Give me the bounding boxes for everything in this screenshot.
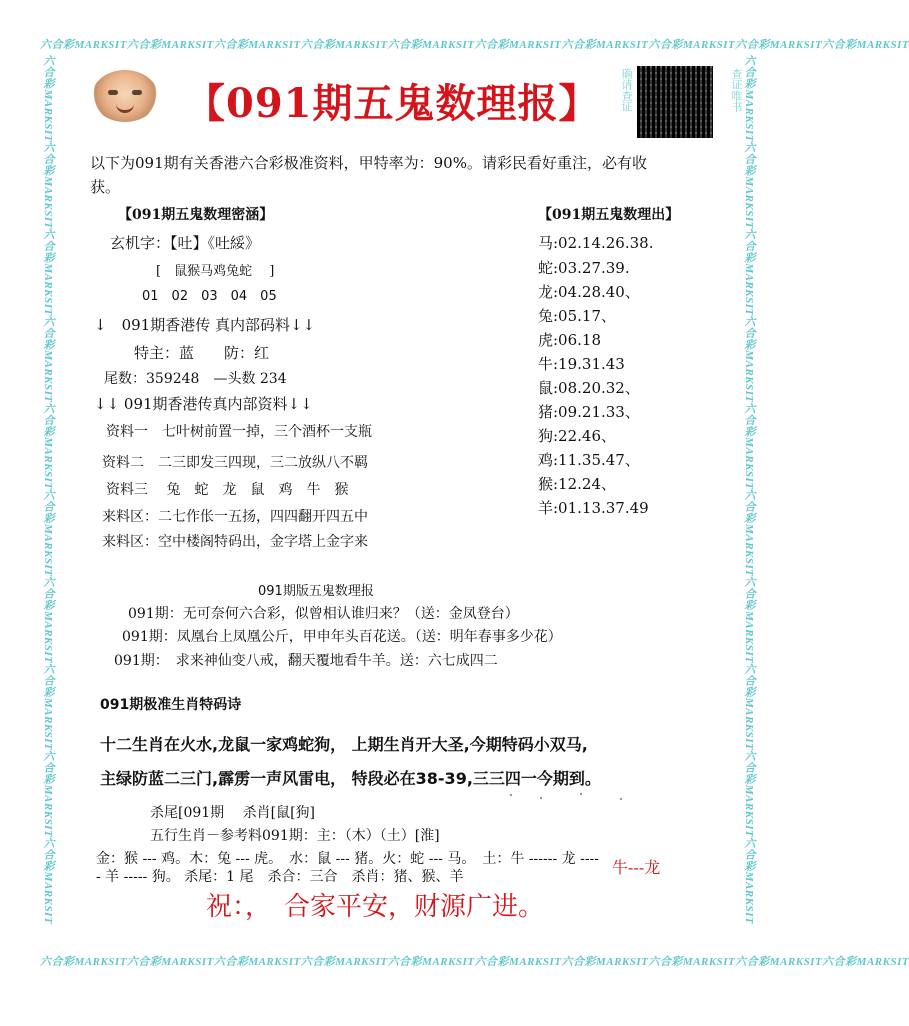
blessing: 祝：， 合家平安，财源广进。 [206, 892, 545, 922]
qr-caption-right: 查证唯书 [730, 68, 743, 112]
secret-zodiac: [ 鼠猴马鸡兔蛇 ] [156, 264, 275, 279]
watermark-bottom: 六合彩MARKSIT六合彩MARKSIT六合彩MARKSIT六合彩MARKSIT六合彩MARKSIT六合彩MARKSIT六合彩MARKSIT六合彩MARKSIT六合彩MARKSIT六合彩MARKSIT [40, 956, 909, 968]
avatar-portrait [92, 70, 158, 122]
watermark-left: 六合彩MARKSIT六合彩MARKSIT六合彩MARKSIT六合彩MARKSIT六合彩MARKSIT六合彩MARKSIT六合彩MARKSIT六合彩MARKSIT六合彩MARKSIT六合彩MARKSIT [42, 55, 54, 925]
secret-heading: 【091期五鬼数理密涵】 [118, 207, 274, 223]
numbers-row: 猪:09.21.33、 [538, 403, 640, 421]
red-stamp-mark: 牛---龙 [612, 858, 661, 877]
hk-heading-2: ↓↓ 091期香港传真内部资料↓↓ [94, 395, 313, 413]
smile [116, 103, 134, 113]
kill-line-3: 金：猴 --- 鸡。木：兔 --- 虎。 水：鼠 --- 猪。火：蛇 --- 马。 土：牛 ------ 龙 ---- [96, 851, 600, 867]
qr-caption-left: 确请查证 [620, 68, 633, 112]
intro-line-2: 获。 [90, 178, 121, 196]
intro-line-1: 以下为091期有关香港六合彩极准资料，甲特率为：90%。请彩民看好重注，必有收 [90, 154, 647, 172]
special-poem-line-1: 十二生肖在火水,龙鼠一家鸡蛇狗， 上期生肖开大圣,今期特码小双马, [100, 735, 588, 754]
data-1: 资料一 七叶树前置一掉，三个酒杯一支瓶 [106, 424, 372, 440]
numbers-row: 马:02.14.26.38. [538, 234, 654, 252]
numbers-row: 龙:04.28.40、 [538, 283, 640, 301]
data-3: 资料三 兔 蛇 龙 鼠 鸡 牛 猴 [106, 482, 349, 498]
scan-specks [500, 788, 650, 808]
special-poem-line-2: 主绿防蓝二三门,霹雳一声风雷电， 特段必在38-39,三三四一今期到。 [100, 769, 601, 788]
numbers-row: 羊:01.13.37.49 [538, 499, 649, 517]
kill-line-4: - 羊 ----- 狗。 杀尾：1 尾 杀合：三合 杀肖：猪、猴、羊 [96, 869, 464, 885]
watermark-top: 六合彩MARKSIT六合彩MARKSIT六合彩MARKSIT六合彩MARKSIT六合彩MARKSIT六合彩MARKSIT六合彩MARKSIT六合彩MARKSIT六合彩MARKSIT六合彩MARKSIT [40, 39, 909, 51]
source-1: 来料区：二七作伥一五扬，四四翻开四五中 [102, 509, 368, 525]
qr-code [637, 66, 713, 138]
secret-numbers: 01 02 03 04 05 [142, 289, 277, 304]
numbers-row: 牛:19.31.43 [538, 355, 625, 373]
page-title: 【091期五鬼数理报】 [185, 80, 600, 127]
kill-line-2: 五行生肖－参考料091期：主：（木）（土）[淮] [150, 828, 440, 844]
poem-line-3: 091期： 求来神仙变八戒，翻天覆地看牛羊。送：六七成四二 [114, 653, 498, 669]
numbers-row: 蛇:03.27.39. [538, 259, 630, 277]
eye-right [132, 90, 142, 95]
numbers-out-heading: 【091期五鬼数理出】 [538, 207, 680, 223]
special-main: 特主：蓝 防：红 [134, 344, 270, 362]
numbers-row: 鼠:08.20.32、 [538, 379, 640, 397]
eye-left [108, 90, 118, 95]
qr-block [607, 66, 743, 140]
source-2: 来料区：空中楼阁特码出，金字塔上金字来 [102, 534, 368, 550]
kill-line-1: 杀尾[091期 杀肖[鼠[狗] [150, 805, 316, 821]
data-2: 资料二 二三即发三四现，三二放纵八不羁 [102, 455, 368, 471]
numbers-row: 猴:12.24、 [538, 475, 616, 493]
tail-numbers: 尾数：359248 —头数 234 [104, 371, 287, 387]
poem-line-1: 091期：无可奈何六合彩，似曾相认谁归来？（送：金凤登台） [128, 606, 519, 622]
numbers-row: 鸡:11.35.47、 [538, 451, 640, 469]
hk-heading: ↓ 091期香港传 真内部码料↓↓ [94, 316, 316, 334]
numbers-row: 虎:06.18 [538, 331, 601, 349]
secret-riddle: 玄机字：【吐】《吐綏》 [110, 234, 261, 252]
poem-line-2: 091期：凤凰台上凤凰公斤，甲申年头百花送。（送：明年春事多少花） [122, 629, 562, 645]
watermark-right: 六合彩MARKSIT六合彩MARKSIT六合彩MARKSIT六合彩MARKSIT六合彩MARKSIT六合彩MARKSIT六合彩MARKSIT六合彩MARKSIT六合彩MARKSIT六合彩MARKSIT [743, 55, 755, 925]
numbers-row: 狗:22.46、 [538, 427, 616, 445]
special-poem-heading: 091期极准生肖特码诗 [100, 697, 242, 713]
numbers-row: 兔:05.17、 [538, 307, 616, 325]
poems-heading: 091期版五鬼数理报 [258, 584, 374, 599]
